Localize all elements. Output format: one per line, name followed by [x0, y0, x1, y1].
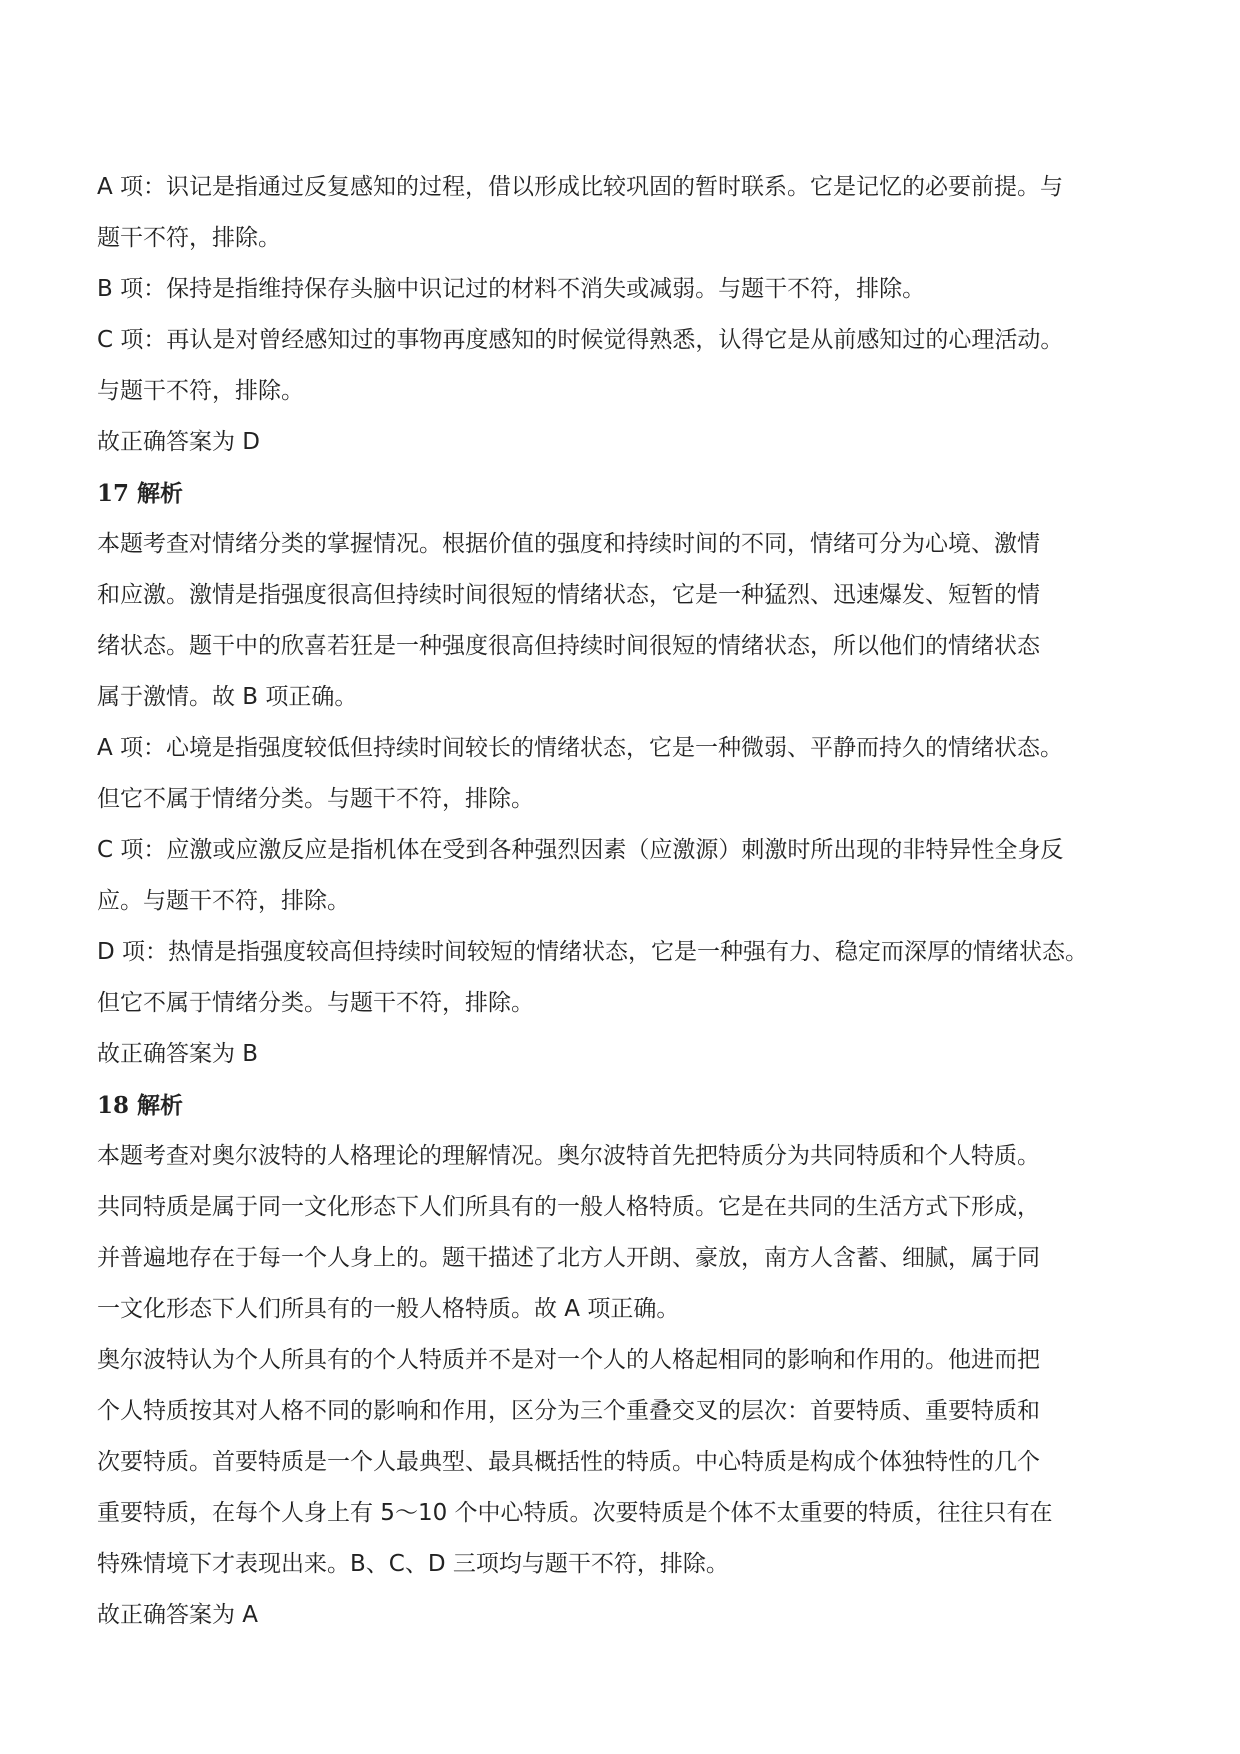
answer-line: 故正确答案为 B	[97, 1041, 259, 1067]
paragraph-line: 应。与题干不符，排除。	[97, 888, 350, 914]
paragraph-line: C 项：再认是对曾经感知过的事物再度感知的时候觉得熟悉，认得它是从前感知过的心理活动。	[97, 327, 1064, 353]
section-heading: 18 解析	[97, 1092, 184, 1119]
paragraph-line: 特殊情境下才表现出来。B、C、D 三项均与题干不符，排除。	[97, 1551, 729, 1577]
paragraph-line: 和应激。激情是指强度很高但持续时间很短的情绪状态，它是一种猛烈、迅速爆发、短暂的情	[97, 582, 1040, 608]
paragraph-line: 次要特质。首要特质是一个人最典型、最具概括性的特质。中心特质是构成个体独特性的几个	[97, 1449, 1040, 1475]
answer-line: 故正确答案为 A	[97, 1602, 259, 1628]
paragraph-line: 本题考查对奥尔波特的人格理论的理解情况。奥尔波特首先把特质分为共同特质和个人特质。	[97, 1143, 1040, 1169]
paragraph-line: 共同特质是属于同一文化形态下人们所具有的一般人格特质。它是在共同的生活方式下形成，	[97, 1194, 1040, 1220]
paragraph-line: 奥尔波特认为个人所具有的个人特质并不是对一个人的人格起相同的影响和作用的。他进而把	[97, 1347, 1040, 1373]
paragraph-line: 属于激情。故 B 项正确。	[97, 684, 358, 710]
paragraph-line: 并普遍地存在于每一个人身上的。题干描述了北方人开朗、豪放，南方人含蓄、细腻，属于同	[97, 1245, 1040, 1271]
section-heading: 17 解析	[97, 480, 184, 507]
paragraph-line: A 项：心境是指强度较低但持续时间较长的情绪状态，它是一种微弱、平静而持久的情绪状态。	[97, 735, 1064, 761]
paragraph-line: 重要特质，在每个人身上有 5～10 个中心特质。次要特质是个体不太重要的特质，往往只有在	[97, 1500, 1053, 1526]
paragraph-line: C 项：应激或应激反应是指机体在受到各种强烈因素（应激源）刺激时所出现的非特异性全身反	[97, 837, 1064, 863]
paragraph-line: D 项：热情是指强度较高但持续时间较短的情绪状态，它是一种强有力、稳定而深厚的情绪状态。	[97, 939, 1089, 965]
paragraph-line: 与题干不符，排除。	[97, 378, 304, 404]
paragraph-line: 本题考查对情绪分类的掌握情况。根据价值的强度和持续时间的不同，情绪可分为心境、激情	[97, 531, 1040, 557]
paragraph-line: 个人特质按其对人格不同的影响和作用，区分为三个重叠交叉的层次：首要特质、重要特质和	[97, 1398, 1040, 1424]
paragraph-line: 题干不符，排除。	[97, 225, 281, 251]
paragraph-line: 一文化形态下人们所具有的一般人格特质。故 A 项正确。	[97, 1296, 680, 1322]
paragraph-line: A 项：识记是指通过反复感知的过程，借以形成比较巩固的暂时联系。它是记忆的必要前提。与	[97, 174, 1064, 200]
answer-line: 故正确答案为 D	[97, 429, 261, 455]
paragraph-line: 绪状态。题干中的欣喜若狂是一种强度很高但持续时间很短的情绪状态，所以他们的情绪状态	[97, 633, 1040, 659]
document-body	[97, 162, 1177, 1641]
paragraph-line: 但它不属于情绪分类。与题干不符，排除。	[97, 990, 534, 1016]
paragraph-line: B 项：保持是指维持保存头脑中识记过的材料不消失或减弱。与题干不符，排除。	[97, 276, 926, 302]
paragraph-line: 但它不属于情绪分类。与题干不符，排除。	[97, 786, 534, 812]
